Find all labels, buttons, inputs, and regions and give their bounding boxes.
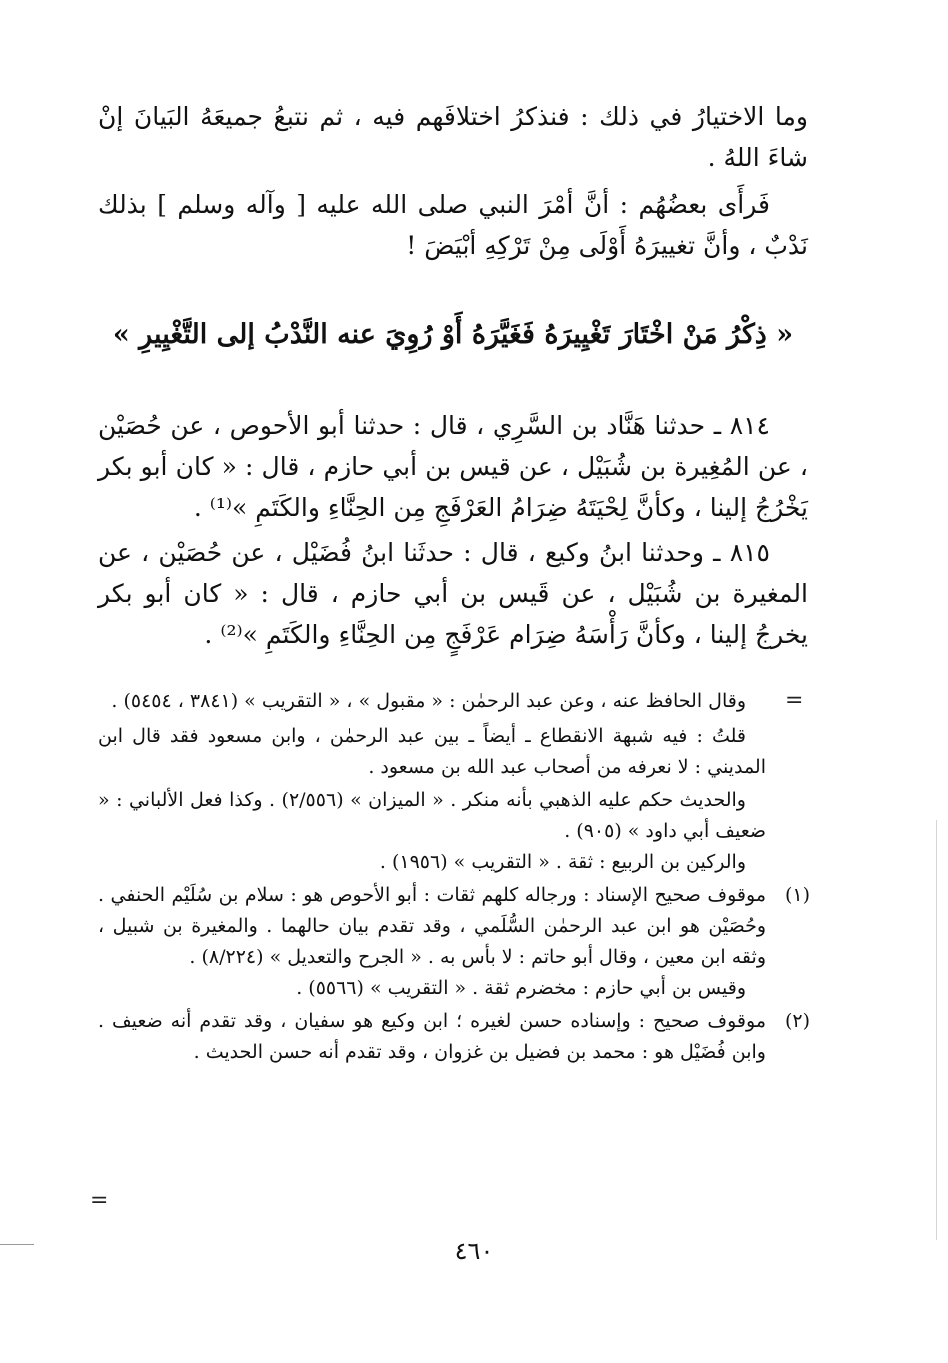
footnote-continuation-4: والركين بن الربيع : ثقة . « التقريب » (١٩٥٦) . [379, 851, 746, 873]
continuation-mark-bottom: = [90, 1188, 109, 1213]
footnote-1-extra: وقيس بن أبي حازم : مخضرم ثقة . « التقريب » (٥٥٦٦) . [296, 977, 746, 999]
footnote-continuation-3: والحديث حكم عليه الذهبي بأنه منكر . « الميزان » (٢/٥٥٦) . وكذا فعل الألباني : « ضعيف أبي داود » (٩٠٥) . [98, 789, 766, 842]
hadith-815: ٨١٥ ـ وحدثنا ابنُ وكيع ، قال : حدثَنا ابنُ فُضَيْل ، عن حُصَيْن ، عن المغيرة بن شُبَيْل ، عن قَيس بن أبي حازم ، قال : « كان أبو بكر يخرجُ إلينا ، وكأنَّ رَأْسَهُ ضِرَام عَرْفَجٍ مِن الحِنَّاءِ والكَتَمِ »⁽²⁾ . [98, 538, 808, 649]
intro-text [98, 96, 808, 266]
footnote-1 [98, 880, 810, 973]
scan-artifact-edge [936, 820, 937, 1240]
page-number: ٤٦٠ [454, 1237, 494, 1265]
scan-artifact-line [0, 1244, 34, 1245]
continuation-mark-top: = [785, 688, 804, 713]
hadith-list [98, 405, 808, 655]
footnote-text: موقوف صحيح : وإسناده حسن لغيره ؛ ابن وكيع هو سفيان ، وقد تقدم أنه ضعيف . وابن فُضَيْل هو : محمد بن فضيل بن غزوان ، وقد تقدم أنه حسن الحديث . [98, 1010, 766, 1063]
footnote-text: موقوف صحيح الإسناد : ورجاله كلهم ثقات : أبو الأحوص هو : سلام بن سُلَيْم الحنفي . وحُصَيْن هو ابن عبد الرحمٰن السُّلَمي ، وقد تقدم بيان حالهما . والمغيرة بن شبيل ، وثقه ابن معين ، وقال أبو حاتم : لا بأس به . « الجرح والتعديل » (٨/٢٢٤) . [98, 884, 766, 968]
intro-paragraph-2: فَرأَى بعضُهُم : أنَّ أمْرَ النبي صلى الله عليه [ وآله وسلم ] بذلك نَدْبٌ ، وأنَّ تغييرَهُ أَوْلَى مِنْ تَرْكِهِ أبْيَضَ ! [98, 190, 808, 260]
footnote-2 [98, 1006, 810, 1068]
footnote-continuation-2: قلتُ : فيه شبهة الانقطاع ـ أيضاً ـ بين عبد الرحمٰن ، وابن مسعود فقد قال ابن المديني : لا نعرفه من أصحاب عبد الله بن مسعود . [98, 725, 766, 778]
footnote-continuation-1: وقال الحافظ عنه ، وعن عبد الرحمٰن : « مقبول » ، « التقريب » (٣٨٤١ ، ٥٤٥٤) . [111, 690, 746, 712]
intro-paragraph-1: وما الاختيارُ في ذلك : فنذكرُ اختلافَهم فيه ، ثم نتبعُ جميعَهُ البَيانَ إنْ شاءَ اللهُ . [98, 102, 808, 172]
footnote-number: (١) [784, 884, 810, 906]
section-heading: « ذِكْرُ مَنْ اخْتَارَ تَغْيِيرَهُ فَغَيَّرَهُ أَوْ رُوِيَ عنه النَّدْبُ إلى التَّغْيِيرِ » [112, 319, 794, 350]
hadith-814: ٨١٤ ـ حدثنا هَنَّاد بن السَّرِي ، قال : حدثنا أبو الأحوص ، عن حُصَيْن ، عن المُغِيرة بن شُبَيْل ، عن قيس بن أبي حازم ، قال : « كان أبو بكر يَخْرُجُ إلينا ، وكأنَّ لِحْيَتَهُ ضِرَامُ العَرْفَجِ مِن الحِنَّاءِ والكَتَمِ »⁽¹⁾ . [98, 411, 808, 522]
footnote-number: (٢) [784, 1010, 810, 1032]
footnotes [98, 686, 810, 1068]
